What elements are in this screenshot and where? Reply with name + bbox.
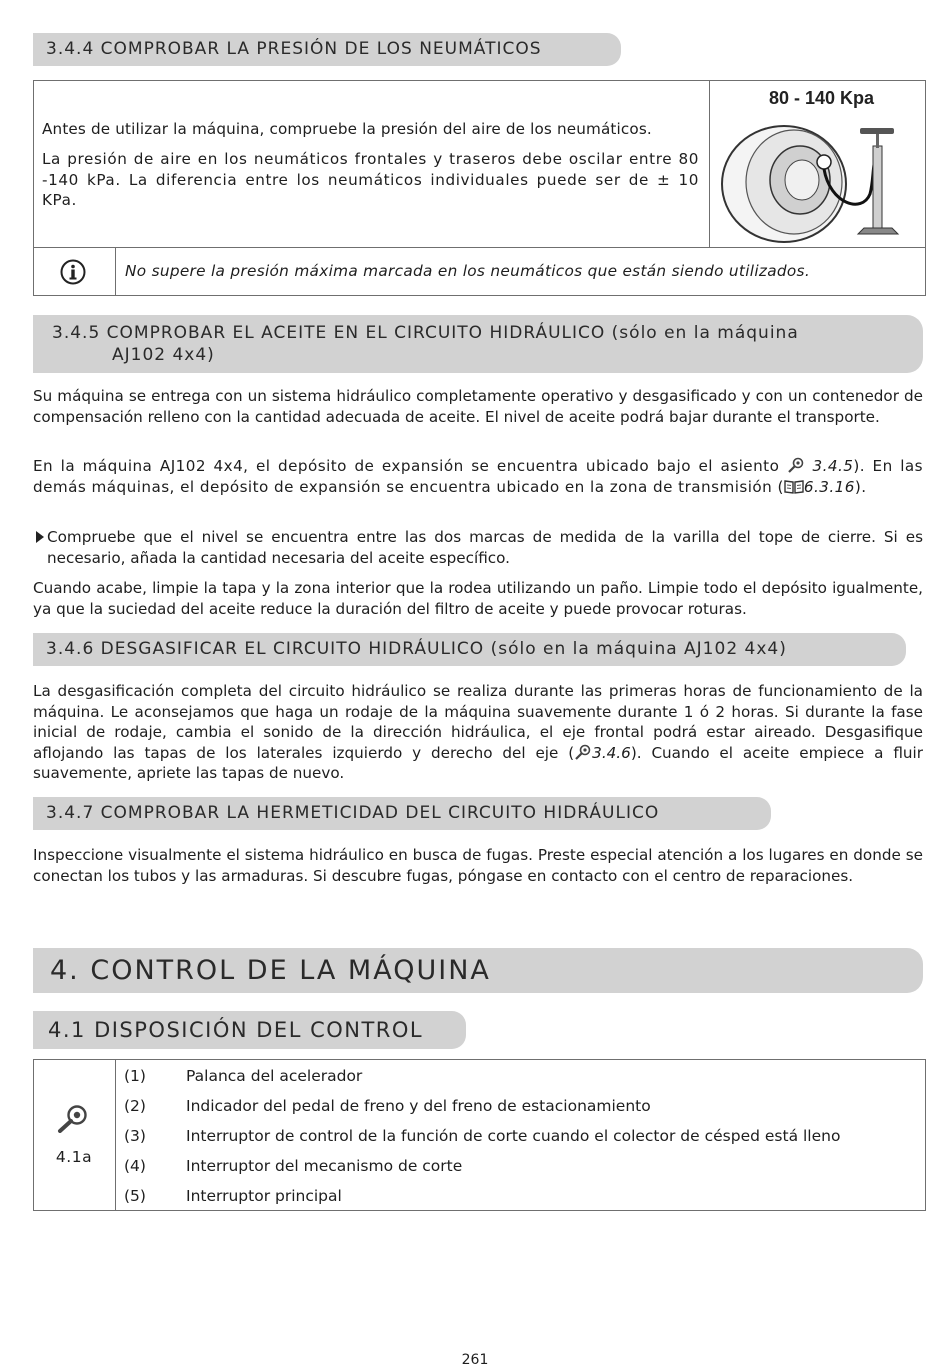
chapter-heading-4 xyxy=(33,948,923,993)
section-heading-text: 3.4.4 COMPROBAR LA PRESIÓN DE LOS NEUMÁTICOS xyxy=(46,39,542,59)
section-heading-3-4-6 xyxy=(33,633,906,666)
section-heading-3-4-5 xyxy=(33,315,923,373)
hydraulic-oil-intro: Su máquina se entrega con un sistema hidráulico completamente operativo y desgasificado y con un contenedor de compensación relleno con la cantidad adecuada de aceite. El nivel de aceite podrá bajar durante el transporte. xyxy=(33,387,923,426)
section-heading-text: 3.4.6 DESGASIFICAR EL CIRCUITO HIDRÁULICO (sólo en la máquina AJ102 4x4) xyxy=(46,639,787,659)
tire-pump-figure xyxy=(712,84,922,244)
pressure-warning-note: No supere la presión máxima marcada en los neumáticos que están siendo utilizados. xyxy=(125,262,810,280)
figure-reference: 4.1a xyxy=(55,1148,93,1166)
section-heading-3-4-4 xyxy=(33,33,621,66)
section-heading-text: 4.1 DISPOSICIÓN DEL CONTROL xyxy=(48,1018,424,1042)
chapter-heading-text: 4. CONTROL DE LA MÁQUINA xyxy=(50,955,491,986)
info-circle-icon xyxy=(60,259,86,285)
section-heading-text: 3.4.7 COMPROBAR LA HERMETICIDAD DEL CIRCUITO HIDRÁULICO xyxy=(46,803,660,823)
pressure-range-label: 80 - 140 Kpa xyxy=(769,88,875,108)
book-reference-icon xyxy=(784,479,804,494)
triangle-bullet-icon xyxy=(35,530,45,544)
section-heading-text-cont: AJ102 4x4) xyxy=(112,345,215,365)
leak-inspection-text: Inspeccione visualmente el sistema hidráulico en busca de fugas. Preste especial atención a los lugares en donde se conectan los tubos y las armaduras. Si descubre fugas, póngase en contacto con el centro de reparaciones. xyxy=(33,846,923,885)
page-number: 261 xyxy=(461,1352,489,1368)
tire-icon xyxy=(712,84,922,244)
magnifier-reference-icon xyxy=(787,457,805,473)
tire-pressure-intro: Antes de utilizar la máquina, compruebe la presión del aire de los neumáticos. xyxy=(42,120,652,138)
section-heading-text: 3.4.5 COMPROBAR EL ACEITE EN EL CIRCUITO HIDRÁULICO (sólo en la máquina xyxy=(52,323,799,343)
expansion-tank-location: En la máquina AJ102 4x4, el depósito de expansión se encuentra ubicado bajo el asiento 3.4.5). En las demás máquinas, el depósito de expansión se encuentra ubicado en la zona de transmisión ( 6.3.16). xyxy=(33,457,924,496)
magnifier-reference-icon xyxy=(574,744,592,760)
cleaning-instructions: Cuando acabe, limpie la tapa y la zona interior que la rodea utilizando un paño. Limpie todo el depósito igualmente, ya que la suciedad del aceite reduce la duración del filtro de aceite y puede provocar roturas. xyxy=(33,579,923,618)
magnifier-reference-icon xyxy=(56,1103,90,1133)
degassing-text: La desgasificación completa del circuito hidráulico se realiza durante las primeras horas de funcionamiento de la máquina. Le aconsejamos que haga un rodaje de la máquina suavemente durante 1 ó 2 horas. Si durante la fase inicial de rodaje, cambia el sonido de la dirección hidráulica, el eje frontal podrá estar aireado. Desgasifique aflojando las tapas de los laterales izquierdo y derecho del eje ( 3.4.6). Cuando el aceite empiece a fluir suavemente, apriete las tapas de nuevo. xyxy=(33,682,923,783)
section-heading-3-4-7 xyxy=(33,797,771,830)
section-heading-4-1 xyxy=(33,1011,466,1049)
tire-pressure-range-text: La presión de aire en los neumáticos frontales y traseros debe oscilar entre 80 -140 kPa. La diferencia entre los neumáticos individuales puede ser de ± 10 KPa. xyxy=(42,150,699,210)
